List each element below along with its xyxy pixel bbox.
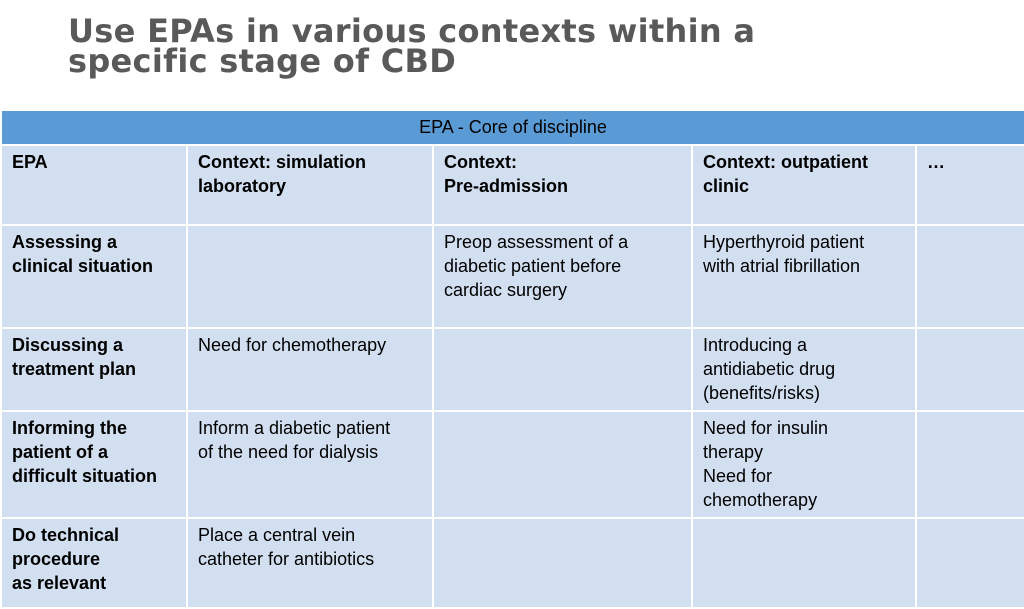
slide-title [68, 12, 968, 80]
epa-cell: Informing the patient of a difficult situation [1, 411, 187, 518]
table-cell: Need for chemotherapy [187, 328, 433, 411]
epa-cell: Do technical procedure as relevant [1, 518, 187, 608]
table-cell: Need for insulin therapy Need for chemotherapy [692, 411, 916, 518]
table-cell: Inform a diabetic patient of the need for dialysis [187, 411, 433, 518]
table-cell [187, 225, 433, 328]
table-row [1, 411, 1024, 518]
table-row [1, 518, 1024, 608]
table-cell [916, 411, 1024, 518]
column-header-pre-admission: Context: Pre-admission [433, 145, 692, 225]
table-cell: Preop assessment of a diabetic patient before cardiac surgery [433, 225, 692, 328]
table-row [1, 328, 1024, 411]
table-cell [916, 518, 1024, 608]
table-cell: Introducing a antidiabetic drug (benefits/risks) [692, 328, 916, 411]
table-header-row [1, 145, 1024, 225]
table-cell: Hyperthyroid patient with atrial fibrillation [692, 225, 916, 328]
column-header-simulation-lab: Context: simulation laboratory [187, 145, 433, 225]
table-cell [692, 518, 916, 608]
column-header-more: … [916, 145, 1024, 225]
table-cell [433, 518, 692, 608]
column-header-epa: EPA [1, 145, 187, 225]
slide-title-line-2: specific stage of CBD [68, 42, 457, 80]
table-cell: Place a central vein catheter for antibiotics [187, 518, 433, 608]
epa-cell: Assessing a clinical situation [1, 225, 187, 328]
table-banner-row [1, 110, 1024, 145]
table-cell [433, 411, 692, 518]
table-cell [916, 328, 1024, 411]
table-cell [433, 328, 692, 411]
column-header-outpatient-clinic: Context: outpatient clinic [692, 145, 916, 225]
epa-context-table [0, 109, 1024, 609]
table-cell [916, 225, 1024, 328]
slide-title-line-1: Use EPAs in various contexts within a [68, 12, 756, 50]
epa-cell: Discussing a treatment plan [1, 328, 187, 411]
table-banner: EPA - Core of discipline [1, 110, 1024, 145]
table-row [1, 225, 1024, 328]
